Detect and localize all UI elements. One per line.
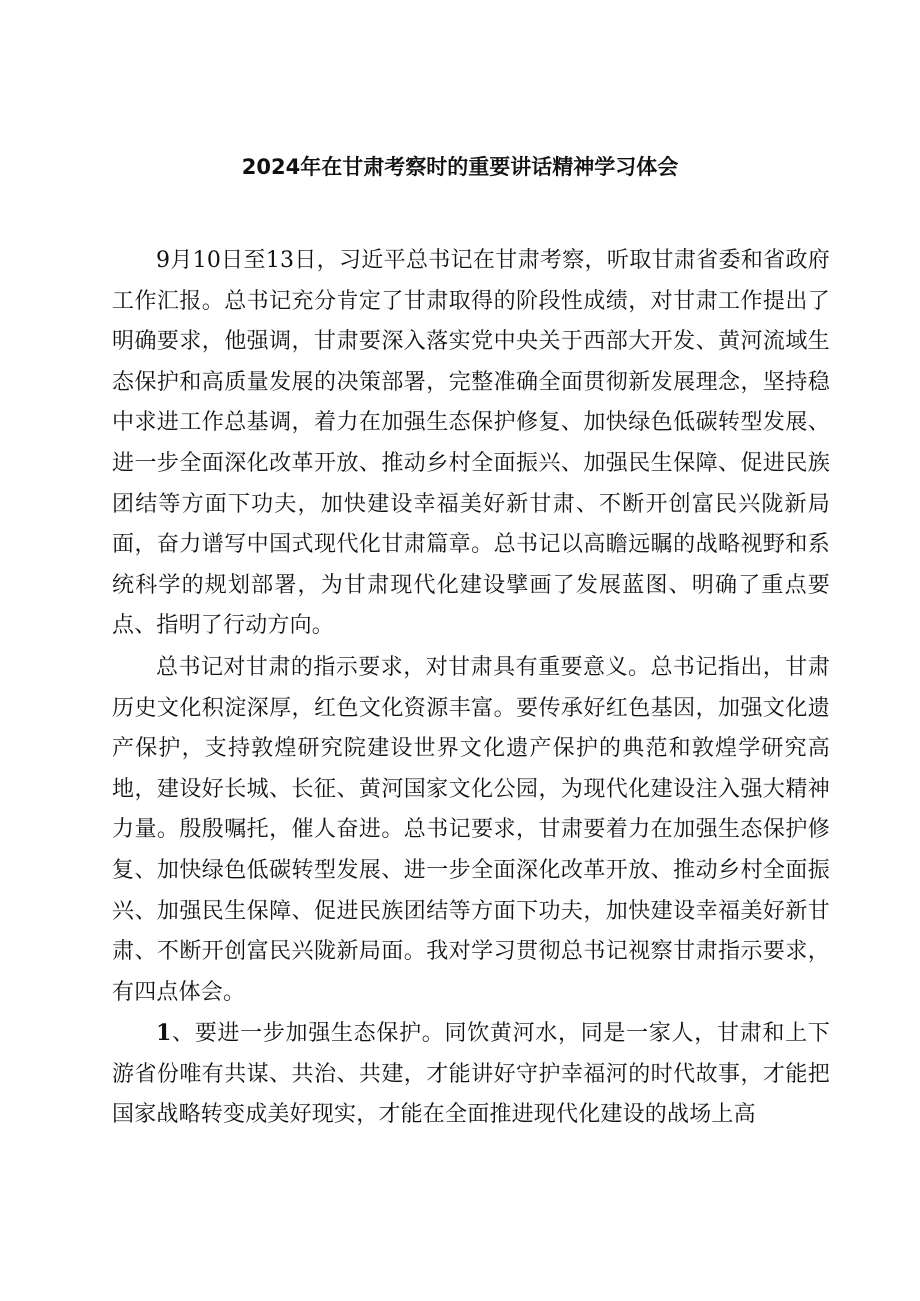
- paragraph-3: [112, 1013, 830, 1136]
- paragraph-2-text: 总书记对甘肃的指示要求，对甘肃具有重要意义。总书记指出，甘肃历史文化积淀深厚，红色文化资源丰富。要传承好红色基因，加强文化遗产保护，支持敦煌研究院建设世界文化遗产保护的典范和敦煌学研究高地，建设好长城、长征、黄河国家文化公园，为现代化建设注入强大精神力量。殷殷嘱托，催人奋进。总书记要求，甘肃要着力在加强生态保护修复、加快绿色低碳转型发展、进一步全面深化改革开放、推动乡村全面振兴、加强民生保障、促进民族团结等方面下功夫，加快建设幸福美好新甘肃、不断开创富民兴陇新局面。我对学习贯彻总书记视察甘肃指示要求，有四点体会。: [112, 654, 830, 1005]
- document-body: [112, 240, 830, 1136]
- paragraph-3-text: 、要进一步加强生态保护。同饮黄河水，同是一家人，甘肃和上下游省份唯有共谋、共治、共建，才能讲好守护幸福河的时代故事，才能把国家战略转变成美好现实，才能在全面推进现代化建设的战场上高: [112, 1021, 830, 1128]
- paragraph-3-lead: 1: [156, 1020, 172, 1047]
- document-title: 2024年在甘肃考察时的重要讲话精神学习体会: [241, 155, 679, 179]
- paragraph-1: [112, 240, 830, 647]
- paragraph-1-text: 9月10日至13日，习近平总书记在甘肃考察，听取甘肃省委和省政府工作汇报。总书记充分肯定了甘肃取得的阶段性成绩，对甘肃工作提出了明确要求，他强调，甘肃要深入落实党中央关于西部大开发、黄河流域生态保护和高质量发展的决策部署，完整准确全面贯彻新发展理念，坚持稳中求进工作总基调，着力在加强生态保护修复、加快绿色低碳转型发展、进一步全面深化改革开放、推动乡村全面振兴、加强民生保障、促进民族团结等方面下功夫，加快建设幸福美好新甘肃、不断开创富民兴陇新局面，奋力谱写中国式现代化甘肃篇章。总书记以高瞻远瞩的战略视野和系统科学的规划部署，为甘肃现代化建设擘画了发展蓝图、明确了重点要点、指明了行动方向。: [112, 248, 830, 639]
- paragraph-2: [112, 647, 830, 1013]
